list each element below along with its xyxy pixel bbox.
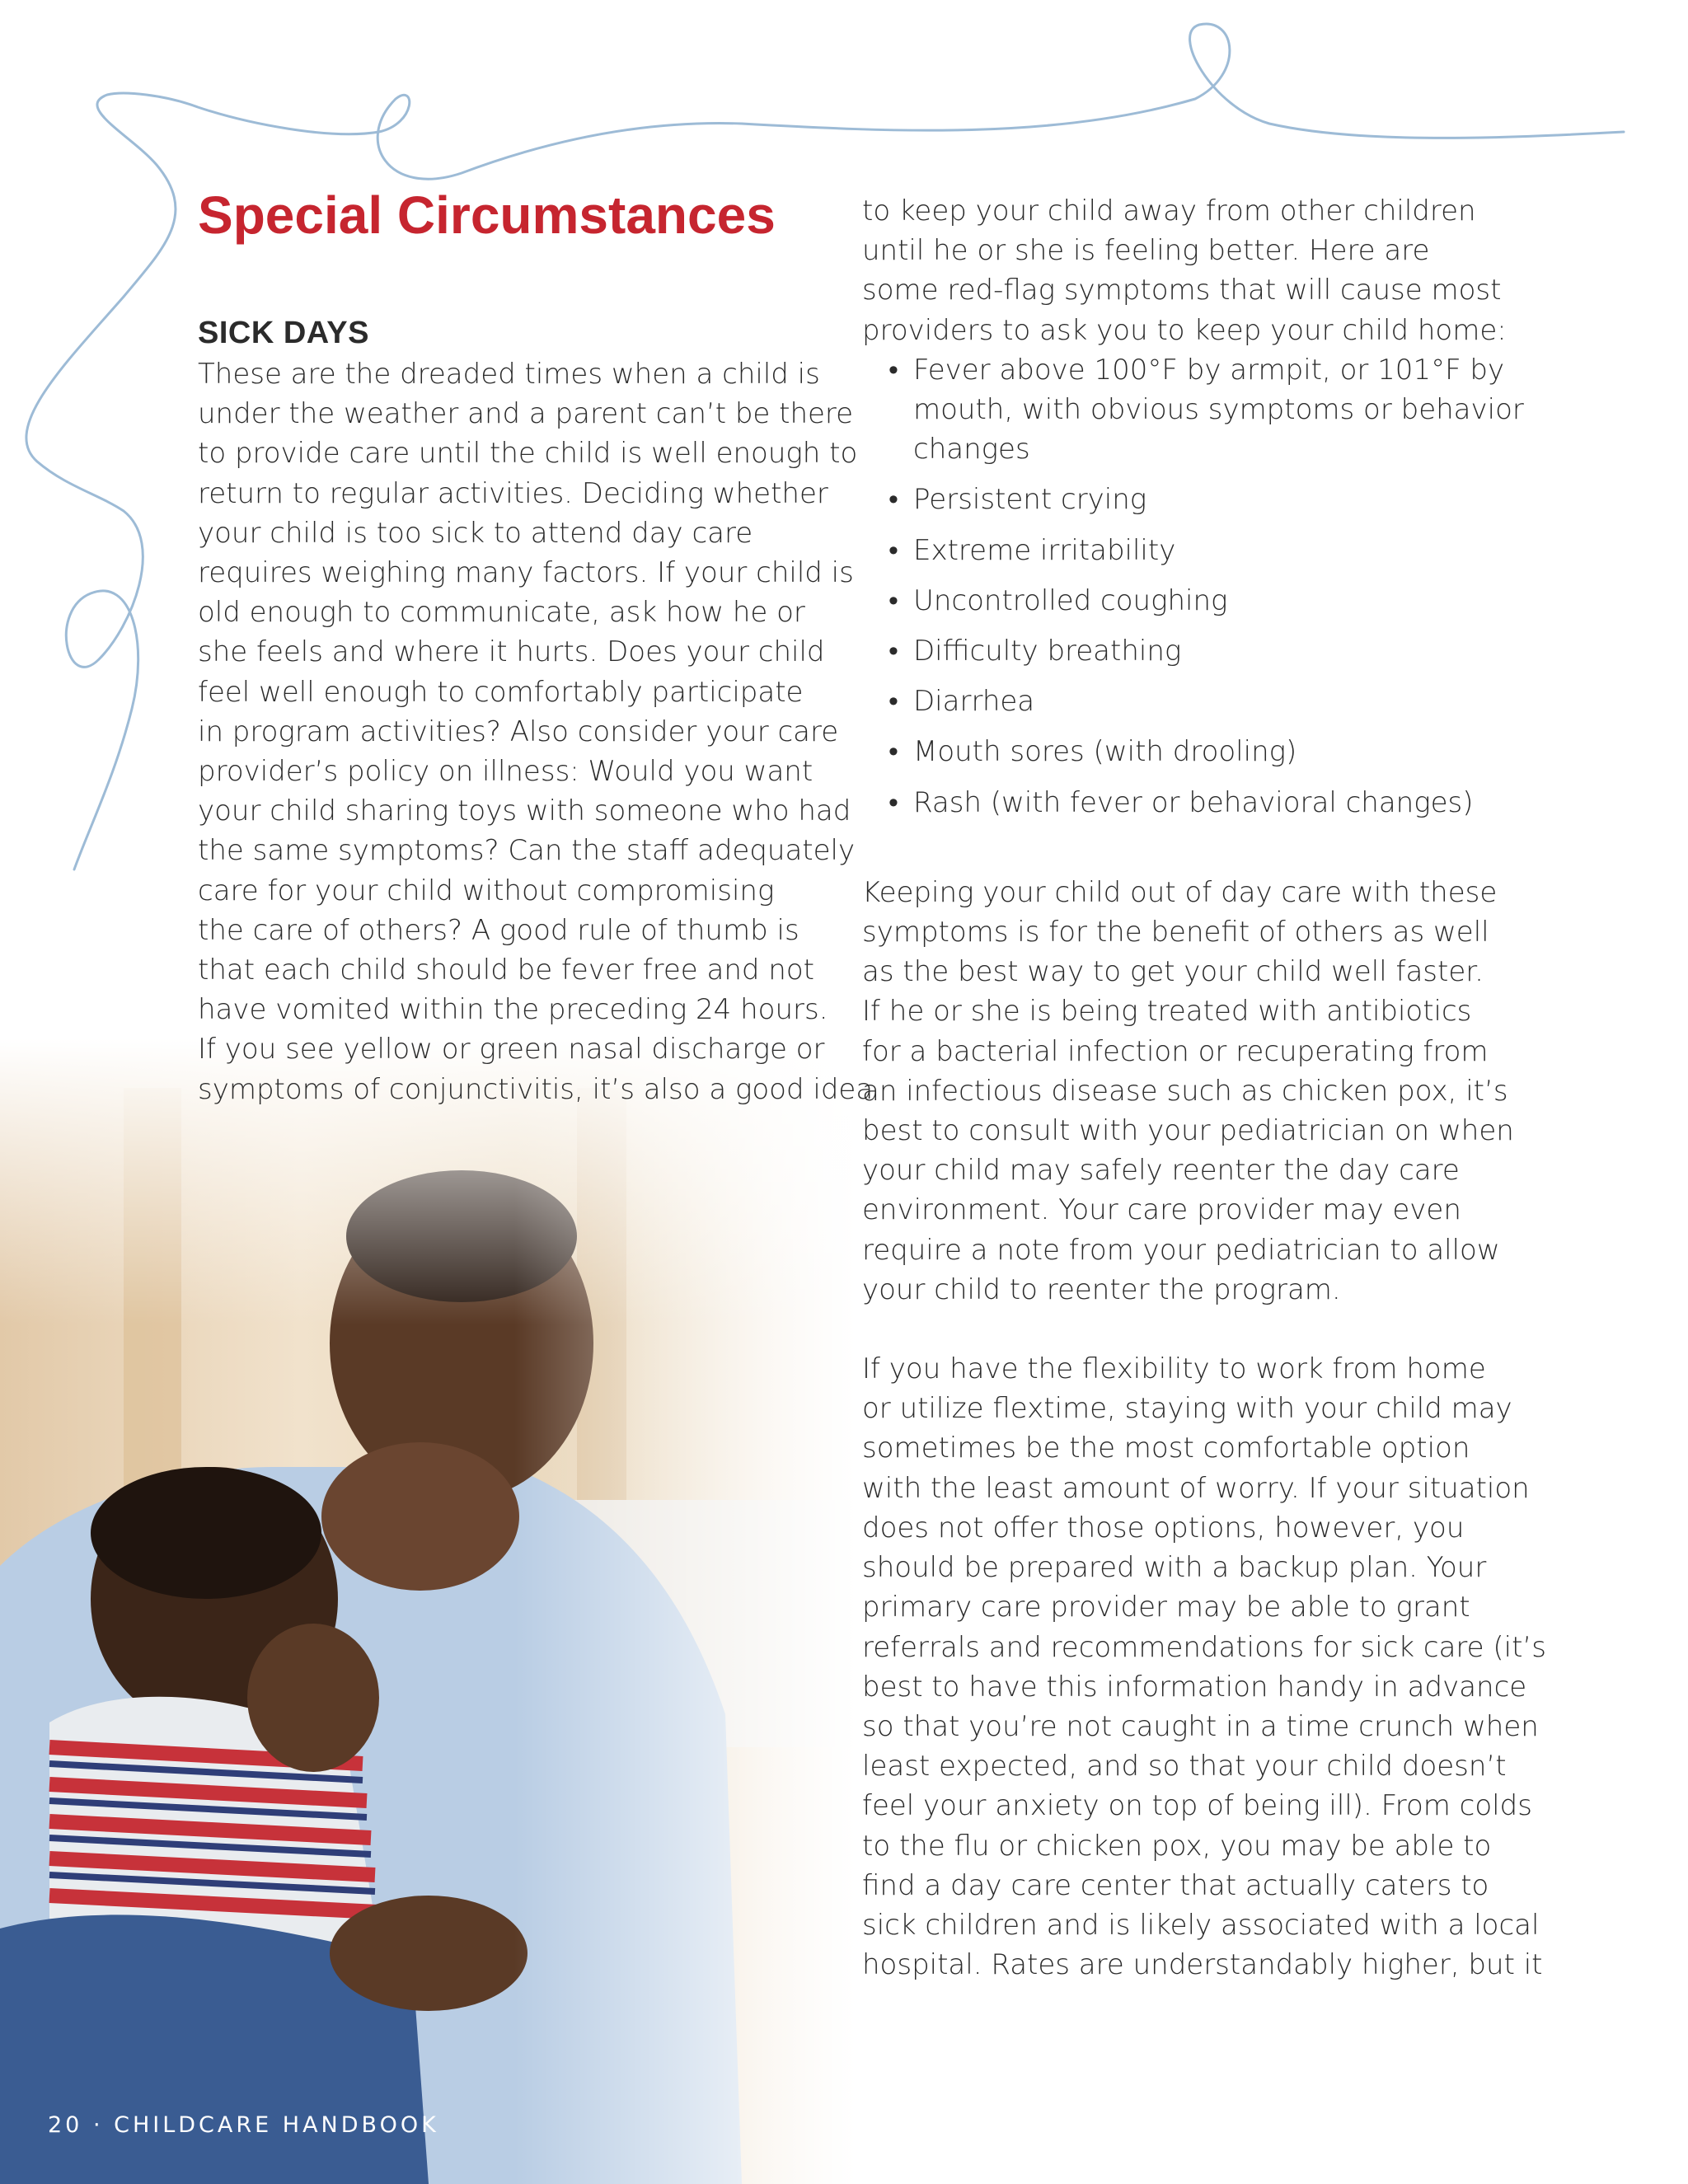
text-line: require a note from your pediatrician to allow bbox=[862, 1233, 1500, 1267]
text-line: return to regular activities. Deciding whether bbox=[198, 476, 828, 510]
text-line: provider’s policy on illness: Would you want bbox=[198, 755, 814, 789]
symptom-item bbox=[862, 631, 1497, 671]
text-line: to provide care until the child is well enough to bbox=[198, 437, 858, 471]
text-line: providers to ask you to keep your child home: bbox=[862, 313, 1507, 347]
text-line: with the least amount of worry. If your situation bbox=[862, 1471, 1530, 1505]
intro-paragraph bbox=[862, 191, 1507, 350]
text-line: find a day care center that actually caters to bbox=[862, 1868, 1489, 1902]
bullet-icon: • bbox=[889, 685, 898, 719]
text-line: If you see yellow or green nasal discharge or bbox=[198, 1033, 825, 1066]
bullet-icon: • bbox=[889, 583, 898, 617]
text-line: or utilize flextime, staying with your child may bbox=[862, 1392, 1512, 1426]
text-line: your child to reenter the program. bbox=[862, 1272, 1341, 1306]
bullet-icon: • bbox=[889, 353, 898, 387]
text-line: symptoms is for the benefit of others as well bbox=[862, 916, 1489, 949]
text-line: sick children and is likely associated with a local bbox=[862, 1908, 1540, 1942]
text-line: care for your child without compromising bbox=[198, 874, 775, 907]
right-column bbox=[862, 191, 1546, 1985]
text-line: best to consult with your pediatrician on when bbox=[862, 1114, 1514, 1148]
symptom-text: Extreme irritability bbox=[913, 533, 1176, 567]
text-line: until he or she is feeling better. Here are bbox=[862, 234, 1430, 268]
left-column bbox=[198, 313, 874, 1109]
symptom-list bbox=[862, 350, 1524, 823]
symptom-text: Fever above 100°F by armpit, or 101°F by bbox=[913, 353, 1505, 387]
text-line: should be prepared with a backup plan. Your bbox=[862, 1551, 1487, 1585]
keeping-out-paragraph bbox=[862, 873, 1514, 1310]
symptom-text: Uncontrolled coughing bbox=[913, 583, 1228, 617]
bullet-icon: • bbox=[889, 635, 898, 668]
text-line: as the best way to get your child well faster. bbox=[862, 955, 1484, 989]
symptom-item bbox=[862, 531, 1497, 570]
text-line: old enough to communicate, ask how he or bbox=[198, 596, 805, 630]
text-line: feel your anxiety on top of being ill). From colds bbox=[862, 1789, 1532, 1823]
text-line: primary care provider may be able to grant bbox=[862, 1591, 1470, 1624]
symptom-text: Persistent crying bbox=[913, 483, 1147, 517]
text-line: referrals and recommendations for sick care (it’s bbox=[862, 1630, 1546, 1664]
text-line: to the flu or chicken pox, you may be able to bbox=[862, 1829, 1492, 1863]
flexibility-paragraph bbox=[862, 1349, 1546, 1985]
text-line: an infectious disease such as chicken pox, it’s bbox=[862, 1074, 1508, 1108]
text-line: sometimes be the most comfortable option bbox=[862, 1432, 1470, 1465]
text-line: some red-flag symptoms that will cause most bbox=[862, 274, 1502, 307]
bullet-icon: • bbox=[889, 483, 898, 517]
page-title: Special Circumstances bbox=[198, 185, 776, 245]
text-line: for a bacterial infection or recuperating from bbox=[862, 1034, 1489, 1068]
text-line: symptoms of conjunctivitis, it’s also a good idea bbox=[198, 1072, 874, 1106]
symptom-text: mouth, with obvious symptoms or behavior bbox=[913, 393, 1524, 427]
text-line: hospital. Rates are understandably higher, but it bbox=[862, 1948, 1543, 1982]
text-line: your child is too sick to attend day care bbox=[198, 516, 753, 550]
bullet-icon: • bbox=[889, 785, 898, 819]
text-line: Keeping your child out of day care with these bbox=[862, 875, 1498, 909]
symptom-item bbox=[862, 350, 1524, 470]
text-line: feel well enough to comfortably participate bbox=[198, 675, 804, 709]
father-child-photo bbox=[0, 1038, 874, 2184]
symptom-item bbox=[862, 783, 1497, 823]
text-line: to keep your child away from other children bbox=[862, 194, 1476, 227]
section-heading: SICK DAYS bbox=[198, 316, 369, 350]
text-line: so that you’re not caught in a time crunch when bbox=[862, 1709, 1539, 1743]
bullet-icon: • bbox=[889, 735, 898, 769]
text-line: does not offer those options, however, you bbox=[862, 1511, 1465, 1544]
bullet-icon: • bbox=[889, 533, 898, 567]
text-line: your child sharing toys with someone who had bbox=[198, 794, 851, 828]
text-line: requires weighing many factors. If your child is bbox=[198, 556, 854, 590]
text-line: have vomited within the preceding 24 hours. bbox=[198, 993, 828, 1027]
symptom-text: Rash (with fever or behavioral changes) bbox=[913, 785, 1474, 819]
text-line: in program activities? Also consider your care bbox=[198, 715, 839, 748]
text-line: best to have this information handy in advance bbox=[862, 1670, 1527, 1704]
text-line: the same symptoms? Can the staff adequately bbox=[198, 834, 856, 868]
text-line: that each child should be fever free and not bbox=[198, 954, 814, 987]
symptom-text: Diarrhea bbox=[913, 685, 1035, 719]
text-line: least expected, and so that your child doesn’t bbox=[862, 1750, 1507, 1783]
symptom-text: Mouth sores (with drooling) bbox=[913, 735, 1297, 769]
symptom-item bbox=[862, 732, 1497, 771]
text-line: If he or she is being treated with antibiotics bbox=[862, 995, 1472, 1029]
text-line: under the weather and a parent can’t be there bbox=[198, 397, 854, 431]
symptom-text: changes bbox=[913, 433, 1030, 466]
text-line: These are the dreaded times when a child is bbox=[198, 358, 820, 391]
sick-days-paragraph bbox=[198, 354, 874, 1109]
symptom-item bbox=[862, 480, 1497, 519]
page-footer: 20 · CHILDCARE HANDBOOK bbox=[48, 2112, 439, 2138]
symptom-item bbox=[862, 581, 1497, 621]
text-line: she feels and where it hurts. Does your child bbox=[198, 635, 825, 669]
text-line: If you have the flexibility to work from home bbox=[862, 1352, 1486, 1386]
symptom-text: Difficulty breathing bbox=[913, 635, 1182, 668]
text-line: your child may safely reenter the day care bbox=[862, 1154, 1460, 1188]
symptom-item bbox=[862, 682, 1497, 721]
text-line: the care of others? A good rule of thumb is bbox=[198, 913, 799, 947]
text-line: environment. Your care provider may even bbox=[862, 1193, 1461, 1227]
